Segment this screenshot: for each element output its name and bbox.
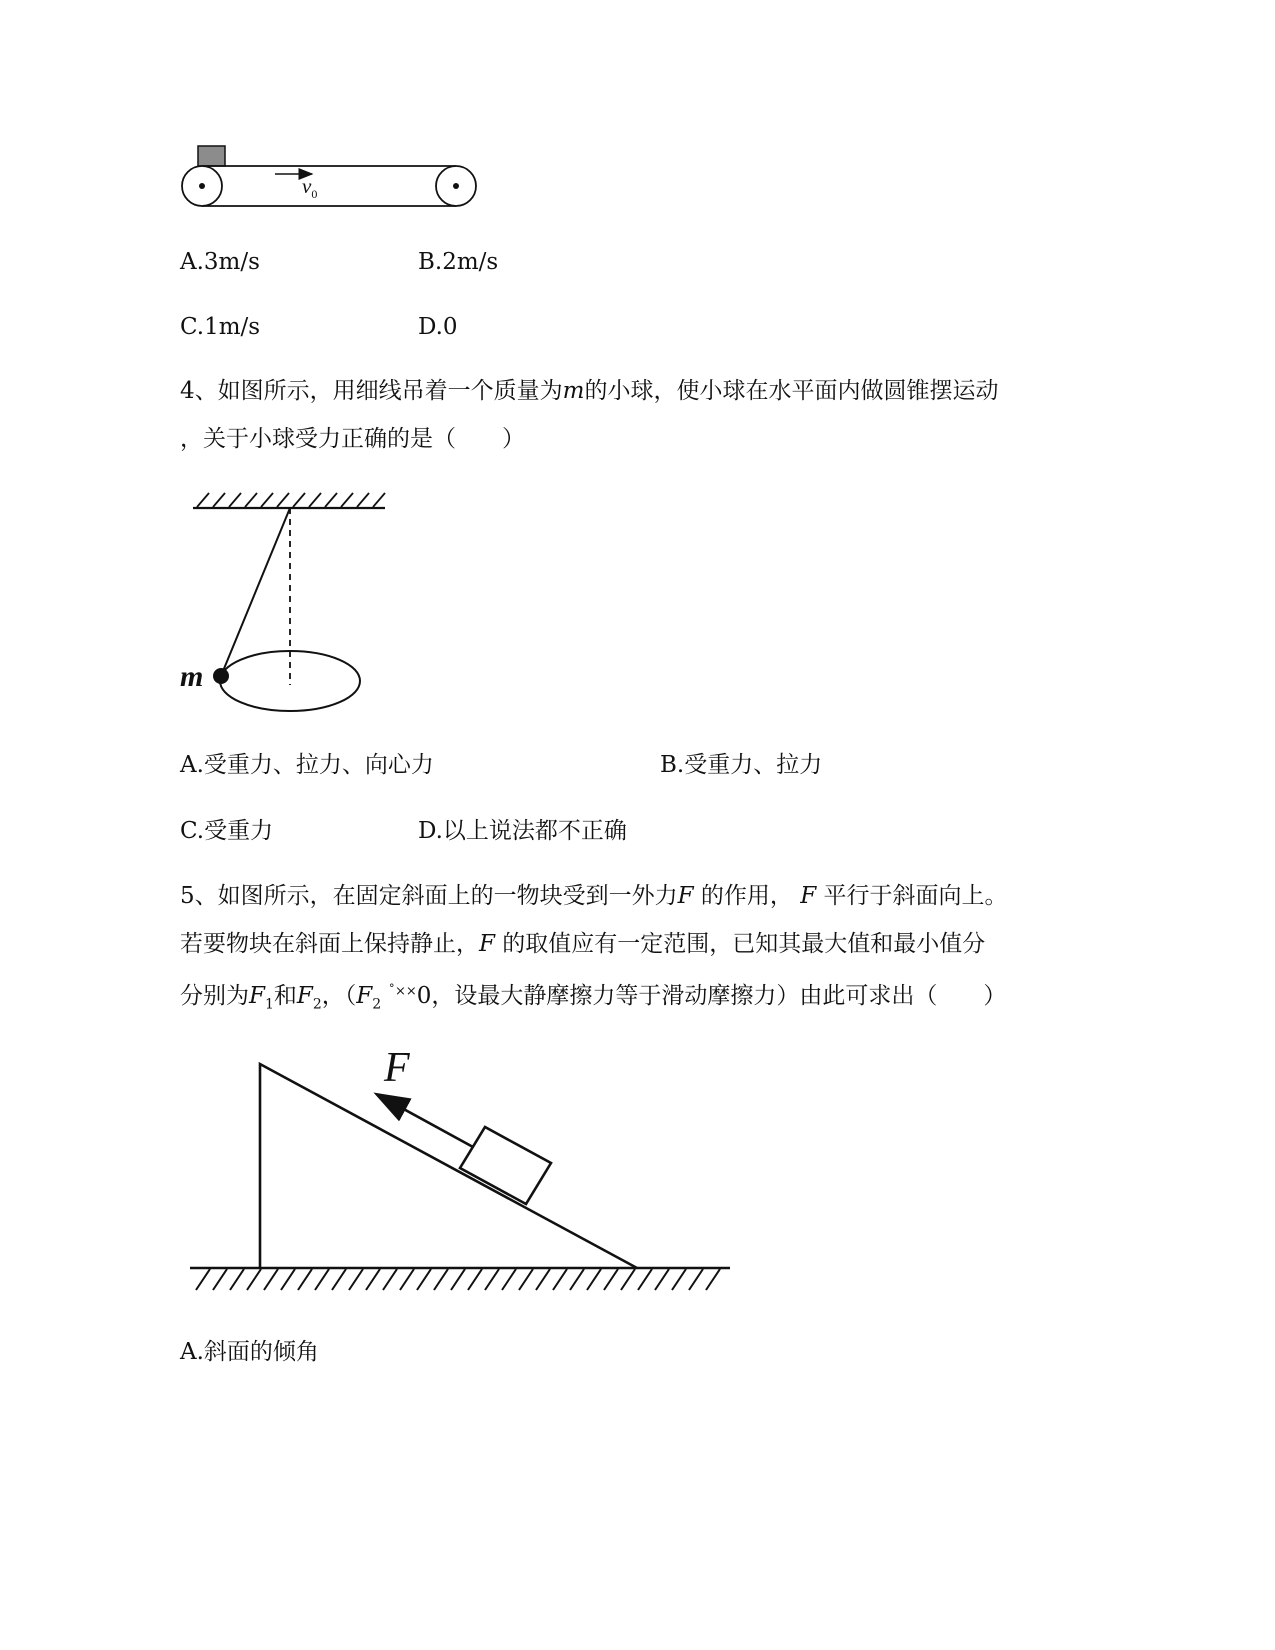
ball [213, 668, 229, 684]
option-a[interactable]: A.3m/s [180, 249, 260, 275]
option-c[interactable]: C.1m/s [180, 314, 261, 340]
q5-stem-line2: 若要物块在斜面上保持静止，F 的取值应有一定范围，已知其最大值和最小值分 [180, 931, 986, 957]
q5-option-a[interactable]: A.斜面的倾角 [180, 1339, 319, 1365]
block [460, 1127, 551, 1204]
velocity-label: $v_0$ [302, 174, 318, 202]
incline [260, 1064, 637, 1268]
q5-stem-line1: 5、如图所示，在固定斜面上的一物块受到一外力F 的作用， F 平行于斜面向上。 [180, 883, 1008, 909]
mass-label: m [180, 660, 204, 693]
block [198, 146, 225, 166]
option-b[interactable]: B.2m/s [418, 249, 499, 275]
force-arrow [378, 1095, 473, 1147]
q4-option-b[interactable]: B.受重力、拉力 [660, 752, 823, 778]
q5-stem-line3: 分别为$F_1$和$F_2$，（$F_2$ ˚××0，设最大静摩擦力等于滑动摩擦力）由此可求出（ ） [180, 983, 1007, 1013]
right-axle [453, 183, 459, 189]
force-label: F [384, 1045, 410, 1091]
left-axle [199, 183, 205, 189]
q4-option-a[interactable]: A.受重力、拉力、向心力 [180, 752, 434, 778]
ground-hatch [196, 1269, 720, 1290]
ceiling-hatch [197, 493, 385, 507]
conveyor-belt-figure [175, 140, 495, 220]
q4-stem-line1: 4、如图所示，用细线吊着一个质量为m的小球，使小球在水平面内做圆锥摆运动 [180, 378, 999, 404]
q4-option-c[interactable]: C.受重力 [180, 818, 274, 844]
q4-option-d[interactable]: D.以上说法都不正确 [418, 818, 627, 844]
orbit-circle [220, 651, 360, 711]
incline-figure [185, 1040, 735, 1300]
q4-stem-line2: ，关于小球受力正确的是（ ） [180, 426, 525, 452]
conical-pendulum-figure [175, 480, 395, 720]
option-d[interactable]: D.0 [418, 314, 458, 340]
